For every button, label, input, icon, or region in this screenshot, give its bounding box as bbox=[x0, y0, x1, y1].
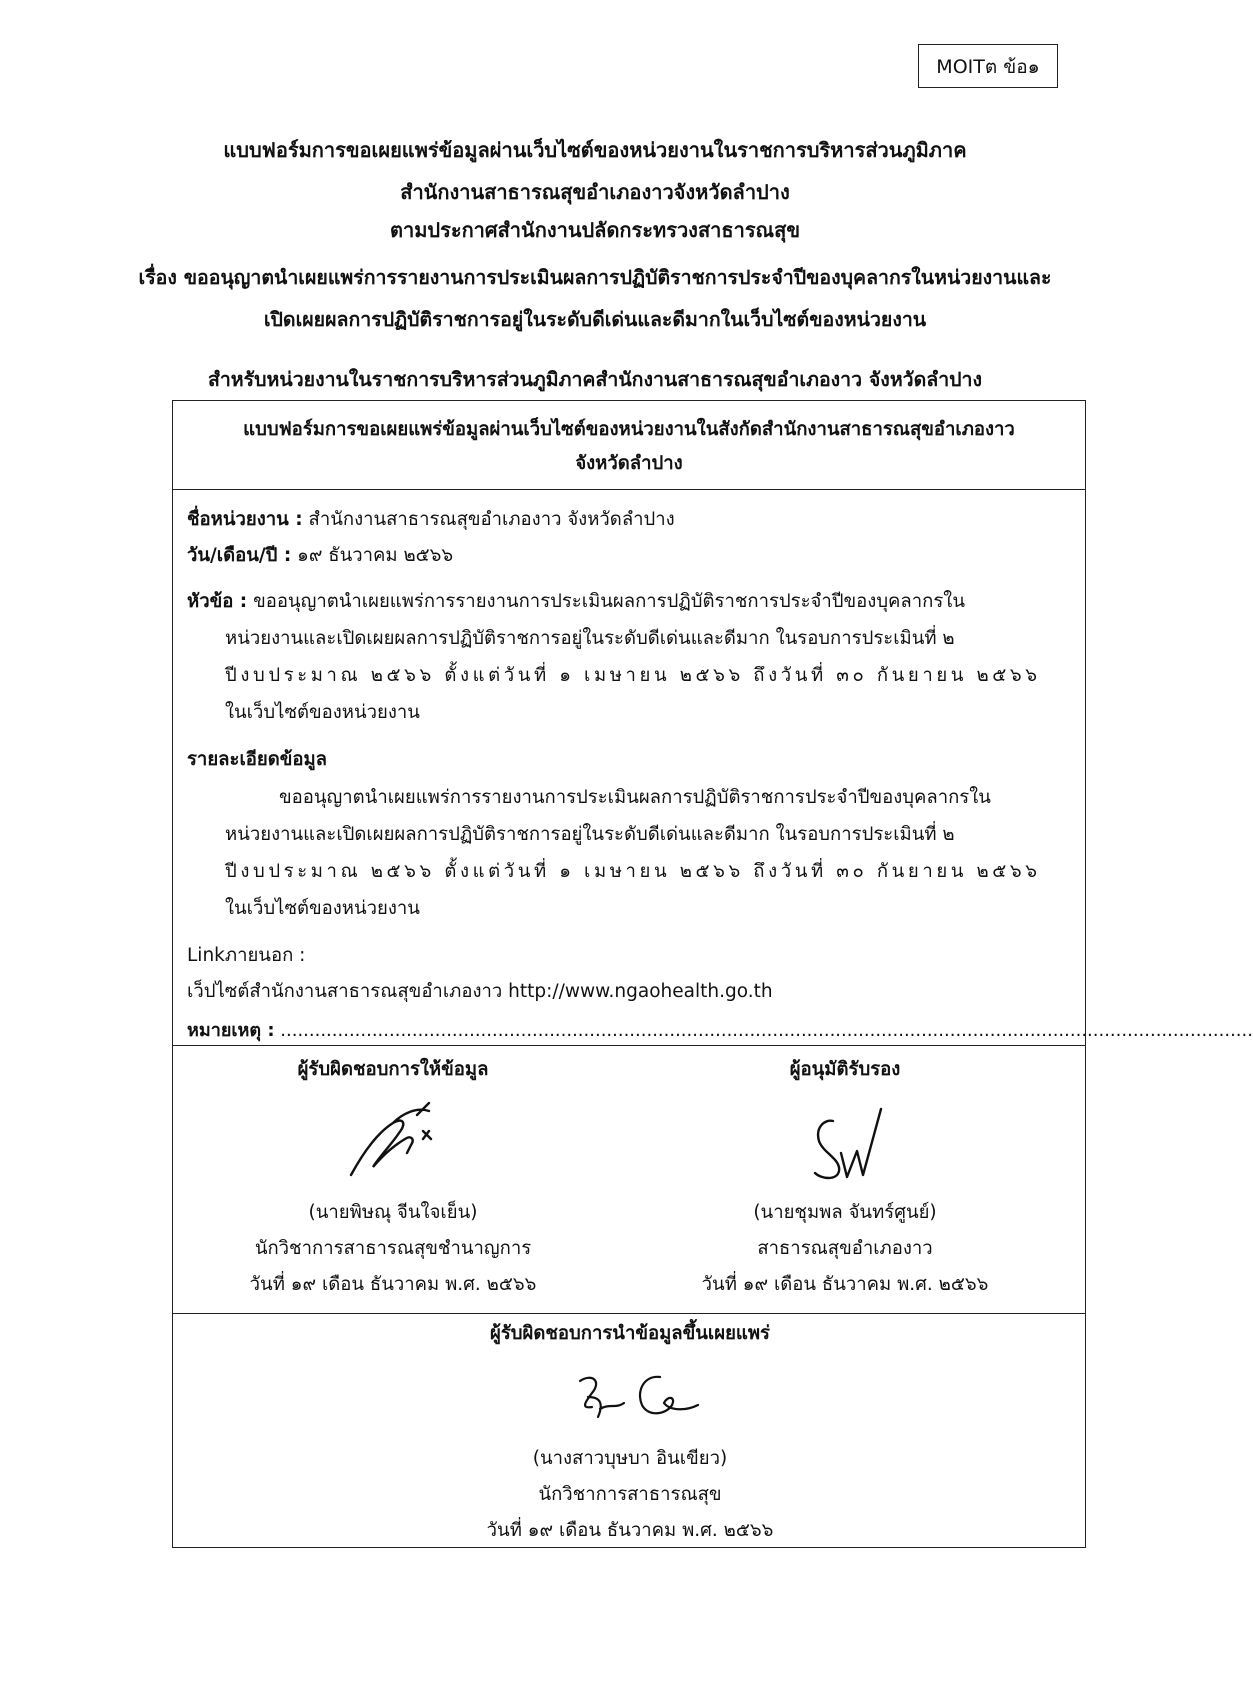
provider-signature bbox=[173, 1085, 613, 1195]
signature-icon bbox=[333, 1093, 453, 1193]
scope-line: สำหรับหน่วยงานในราชการบริหารส่วนภูมิภาคสำนักงานสาธารณสุขอำเภองาว จังหวัดลำปาง bbox=[207, 368, 983, 391]
publisher-name: (นางสาวบุษบา อินเขียว) bbox=[532, 1448, 728, 1469]
publisher-signature-block bbox=[410, 1319, 850, 1549]
provider-position: นักวิชาการสาธารณสุขชำนาญการ bbox=[254, 1238, 532, 1259]
remark-field bbox=[187, 1015, 1253, 1044]
unit-field bbox=[187, 505, 675, 534]
detail-title: รายละเอียดข้อมูล bbox=[187, 749, 328, 770]
external-link-label: Linkภายนอก : bbox=[187, 945, 306, 966]
row-divider bbox=[173, 489, 1085, 490]
row-divider bbox=[173, 1313, 1085, 1314]
heading-line-1: แบบฟอร์มการขอเผยแพร่ข้อมูลผ่านเว็บไซต์ของหน่วยงานในราชการบริหารส่วนภูมิภาค bbox=[223, 138, 967, 162]
date-field bbox=[187, 541, 453, 570]
approver-name: (นายชุมพล จันทร์ศูนย์) bbox=[753, 1202, 937, 1223]
heading-line-2: สำนักงานสาธารณสุขอำเภองาวจังหวัดลำปาง bbox=[400, 180, 790, 204]
approver-signature-block bbox=[625, 1055, 1065, 1303]
document-code-box bbox=[918, 44, 1058, 88]
unit-label: ชื่อหน่วยงาน : bbox=[187, 509, 303, 530]
remark-label: หมายเหตุ : bbox=[187, 1020, 275, 1041]
subject-line-2: เปิดเผยผลการปฏิบัติราชการอยู่ในระดับดีเด่นและดีมากในเว็บไซต์ของหน่วยงาน bbox=[263, 308, 927, 331]
approver-position: สาธารณสุขอำเภองาว bbox=[757, 1238, 933, 1259]
approver-date: วันที่ ๑๙ เดือน ธันวาคม พ.ศ. ๒๕๖๖ bbox=[701, 1274, 989, 1295]
signature-icon bbox=[540, 1357, 720, 1437]
publisher-signature bbox=[410, 1349, 850, 1441]
publisher-role: ผู้รับผิดชอบการนำข้อมูลขึ้นเผยแพร่ bbox=[490, 1323, 770, 1344]
publisher-position: นักวิชาการสาธารณสุข bbox=[538, 1484, 722, 1505]
row-divider bbox=[173, 1045, 1085, 1046]
approver-signature bbox=[625, 1085, 1065, 1195]
unit-value: สำนักงานสาธารณสุขอำเภองาว จังหวัดลำปาง bbox=[302, 509, 675, 530]
publisher-date: วันที่ ๑๙ เดือน ธันวาคม พ.ศ. ๒๕๖๖ bbox=[486, 1520, 774, 1541]
subject-line-1: เรื่อง ขออนุญาตนำเผยแพร่การรายงานการประเมินผลการปฏิบัติราชการประจำปีของบุคลากรในหน่วยงานและ bbox=[138, 266, 1052, 289]
date-label: วัน/เดือน/ปี : bbox=[187, 545, 292, 566]
topic-label: หัวข้อ : bbox=[187, 591, 248, 612]
date-value: ๑๙ ธันวาคม ๒๕๖๖ bbox=[291, 545, 454, 566]
external-link[interactable]: เว็ปไซต์สำนักงานสาธารณสุขอำเภองาว http://www.ngaohealth.go.th bbox=[187, 981, 773, 1002]
provider-signature-block bbox=[173, 1055, 613, 1303]
provider-date: วันที่ ๑๙ เดือน ธันวาคม พ.ศ. ๒๕๖๖ bbox=[249, 1274, 537, 1295]
provider-name: (นายพิษณุ จีนใจเย็น) bbox=[308, 1202, 478, 1223]
signature-icon bbox=[785, 1093, 905, 1193]
form-table bbox=[172, 400, 1253, 1548]
remark-dots: .......................................................................................................................................................................... bbox=[274, 1020, 1253, 1041]
topic-paragraph: หัวข้อ : ขออนุญาตนำเผยแพร่การรายงานการประเมินผลการปฏิบัติราชการประจำปีของบุคลากรใน หน่วยงานและเปิดเผยผลการปฏิบัติราชการอยู่ในระดับดีเด่นและดีมาก ในรอบการประเมินที่ ๒ ปีงบประมาณ ๒๕๖๖ ตั้งแต่วันที่ ๑ เมษายน ๒๕๖๖ ถึงวันที่ ๓๐ กันยายน ๒๕๖๖ ในเว็บไซต์ของหน่วยงาน bbox=[187, 591, 1041, 723]
provider-role: ผู้รับผิดชอบการให้ข้อมูล bbox=[297, 1059, 489, 1080]
document-code: MOITต ข้อ๑ bbox=[936, 56, 1040, 78]
detail-paragraph: ขออนุญาตนำเผยแพร่การรายงานการประเมินผลการปฏิบัติราชการประจำปีของบุคลากรใน หน่วยงานและเปิดเผยผลการปฏิบัติราชการอยู่ในระดับดีเด่นและดีมาก ในรอบการประเมินที่ ๒ ปีงบประมาณ ๒๕๖๖ ตั้งแต่วันที่ ๑ เมษายน ๒๕๖๖ ถึงวันที่ ๓๐ กันยายน ๒๕๖๖ ในเว็บไซต์ของหน่วยงาน bbox=[225, 787, 1041, 919]
table-title: แบบฟอร์มการขอเผยแพร่ข้อมูลผ่านเว็บไซต์ของหน่วยงานในสังกัดสำนักงานสาธารณสุขอำเภองาว จังหวัดลำปาง bbox=[243, 419, 1015, 474]
approver-role: ผู้อนุมัติรับรอง bbox=[789, 1059, 901, 1080]
heading-line-3: ตามประกาศสำนักงานปลัดกระทรวงสาธารณสุข bbox=[389, 218, 800, 242]
